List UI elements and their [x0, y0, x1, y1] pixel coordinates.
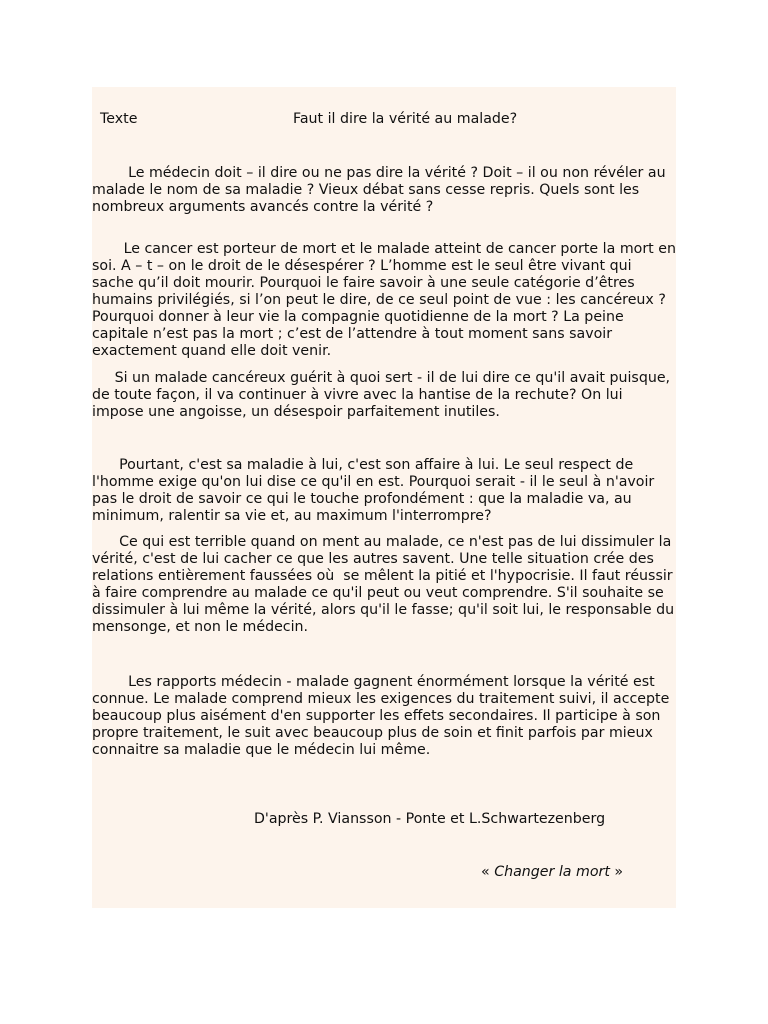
paragraph-4: Pourtant, c'est sa maladie à lui, c'est son affaire à lui. Le seul respect de l'homme exige qu'on lui dise ce qu'il en est. Pourquoi serait - il le seul à n'avoir pas le droit de savoir ce qui le touche profondément : que la maladie va, au minimum, ralentir sa vie et, au maximum l'interrompre?	[92, 457, 659, 524]
paragraph-3: Si un malade cancéreux guérit à quoi sert - il de lui dire ce qu'il avait puisque, de toute façon, il va continuer à vivre avec la hantise de la rechute? On lui impose une angoisse, un désespoir parfaitement inutiles.	[92, 370, 675, 420]
text-label: Texte	[100, 111, 138, 127]
book-title: Changer la mort	[494, 864, 610, 880]
document-header	[100, 111, 660, 129]
close-quote: »	[614, 864, 624, 880]
book-reference	[481, 864, 623, 881]
paragraph-2: Le cancer est porteur de mort et le malade atteint de cancer porte la mort en soi. A – t – on le droit de le désespérer ? L’homme est le seul être vivant qui sache qu’il doit mourir. Pourquoi le faire savoir à une seule catégorie d’êtres humains privilégiés, si l’on peut le dire, de ce seul point de vue : les cancéreux ? Pourquoi donner à leur vie la compagnie quotidienne de la mort ? La peine capitale n’est pas la mort ; c’est de l’attendre à tout moment sans savoir exactement quand elle doit venir.	[92, 241, 681, 359]
paragraph-5: Ce qui est terrible quand on ment au malade, ce n'est pas de lui dissimuler la vérité, c'est de lui cacher ce que les autres savent. Une telle situation crée des relations entièrement faussées où se mêlent la pitié et l'hypocrisie. Il faut réussir à faire comprendre au malade ce qu'il peut ou veut comprendre. S'il souhaite se dissimuler à lui même la vérité, alors qu'il le fasse; qu'il soit lui, le responsable du mensonge, et non le médecin.	[92, 534, 679, 635]
open-quote: «	[481, 864, 490, 880]
document-title: Faut il dire la vérité au malade?	[293, 111, 518, 127]
document-sheet	[92, 87, 681, 908]
paragraph-1: Le médecin doit – il dire ou ne pas dire la vérité ? Doit – il ou non révéler au malade le nom de sa maladie ? Vieux débat sans cesse repris. Quels sont les nombreux arguments avancés contre la vérité ?	[92, 165, 671, 215]
paragraph-6: Les rapports médecin - malade gagnent énormément lorsque la vérité est connue. Le malade comprend mieux les exigences du traitement suivi, il accepte beaucoup plus aisément d'en supporter les effets secondaires. Il participe à son propre traitement, le suit avec beaucoup plus de soin et finit parfois par mieux connaitre sa maladie que le médecin lui même.	[92, 674, 674, 758]
source-attribution: D'après P. Viansson - Ponte et L.Schwartezenberg	[254, 811, 606, 827]
